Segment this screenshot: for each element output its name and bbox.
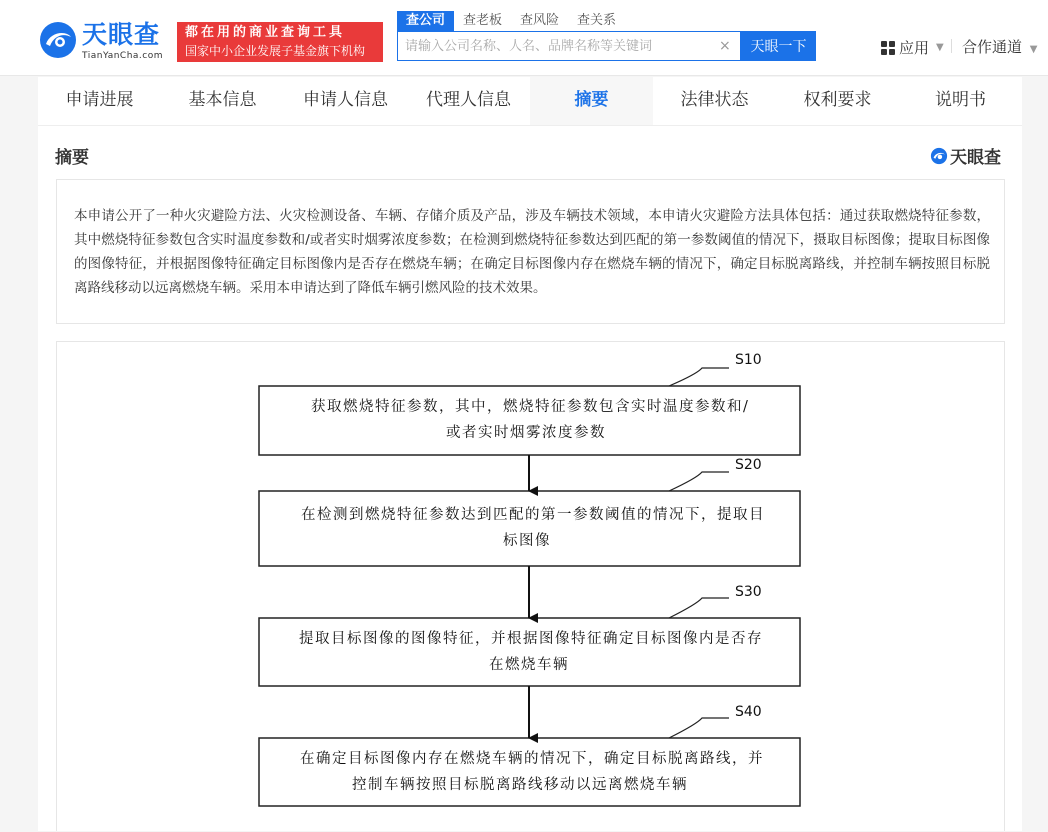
search-box [397,31,741,61]
divider [951,39,952,53]
leader-s40 [669,718,729,738]
step-text-s40-line1: 在确定目标图像内存在燃烧车辆的情况下，确定目标脱离路线，并 [300,751,764,767]
chevron-down-icon: ▼ [936,42,944,53]
leader-s30 [669,598,729,618]
chevron-down-icon: ▼ [1029,44,1038,55]
search-tab-risk[interactable]: 查风险 [520,13,560,28]
abstract-text: 本申请公开了一种火灾避险方法、火灾检测设备、车辆、存储介质及产品，涉及车辆技术领域，本申请火灾避险方法具体包括：通过获取燃烧特征参数，其中燃烧特征参数包含实时温度参数和/或者实时烟雾浓度参数；在检测到燃烧特征参数达到匹配的第一参数阈值的情况下，摄取目标图像；提取目标图像的图像特征，并根据图像特征确定目标图像内是否存在燃烧车辆；在确定目标图像内存在燃烧车辆的情况下，确定目标脱离路线，并控制车辆按照目标脱离路线移动以远离燃烧车辆。采用本申请达到了降低车辆引燃风险的技术效果。 [56,179,1005,324]
cooperation-menu[interactable] [962,36,1038,57]
tab-specification[interactable]: 说明书 [935,90,986,110]
step-text-s20-line1: 在检测到燃烧特征参数达到匹配的第一参数阈值的情况下，提取目 [301,507,765,523]
step-text-s10-line1: 获取燃烧特征参数，其中，燃烧特征参数包含实时温度参数和/ [311,399,750,415]
leader-s20 [669,472,729,491]
slogan-line-1: 都在用的商业查询工具 [185,25,346,40]
tab-claims[interactable]: 权利要求 [803,90,872,110]
tab-abstract[interactable]: 摘要 [530,77,653,125]
tab-applicant-info[interactable]: 申请人信息 [303,90,388,110]
step-text-s40-line2: 控制车辆按照目标脱离路线移动以远离燃烧车辆 [352,777,688,793]
tianyancha-logo[interactable] [38,20,170,64]
step-text-s10-line2: 或者实时烟雾浓度参数 [446,425,606,441]
step-text-s30-line1: 提取目标图像的图像特征，并根据图像特征确定目标图像内是否存 [299,631,763,647]
section-title: 摘要 [55,148,89,168]
leader-s10 [669,368,729,386]
tab-legal-status[interactable]: 法律状态 [680,90,749,110]
tab-agent-info[interactable]: 代理人信息 [426,90,511,110]
step-label-s30: S30 [735,584,762,600]
search-button[interactable]: 天眼一下 [741,31,816,61]
step-label-s20: S20 [735,457,762,473]
watermark-logo [930,143,1001,168]
coop-label: 合作通道 [962,38,1023,56]
top-bar [0,0,1048,76]
clear-icon[interactable]: × [719,38,731,54]
watermark-text: 天眼查 [950,148,1001,168]
apps-menu[interactable] [881,37,944,58]
step-text-s20-line2: 标图像 [503,533,551,549]
search-tab-boss[interactable]: 查老板 [463,13,503,28]
abstract-card [38,126,1022,831]
slogan-banner [177,22,383,62]
apps-grid-icon [881,41,895,55]
abstract-figure [56,341,1005,831]
apps-label: 应用 [899,39,930,57]
patent-nav-tabs [38,77,1022,126]
step-label-s10: S10 [735,352,762,368]
step-label-s40: S40 [735,704,762,720]
logo-eye-icon [930,147,948,165]
slogan-line-2: 国家中小企业发展子基金旗下机构 [185,44,366,58]
logo-text: 天眼查 [82,20,161,49]
step-text-s30-line2: 在燃烧车辆 [489,657,569,673]
search-tab-relation[interactable]: 查关系 [577,13,617,28]
logo-eye-icon [38,20,78,60]
logo-subtext: TianYanCha.com [82,51,164,61]
tab-basic-info[interactable]: 基本信息 [188,90,257,110]
search-input[interactable] [398,32,708,60]
search-tab-company[interactable]: 查公司 [397,11,454,31]
tab-application-progress[interactable]: 申请进展 [65,90,134,110]
search-type-tabs [397,11,625,31]
